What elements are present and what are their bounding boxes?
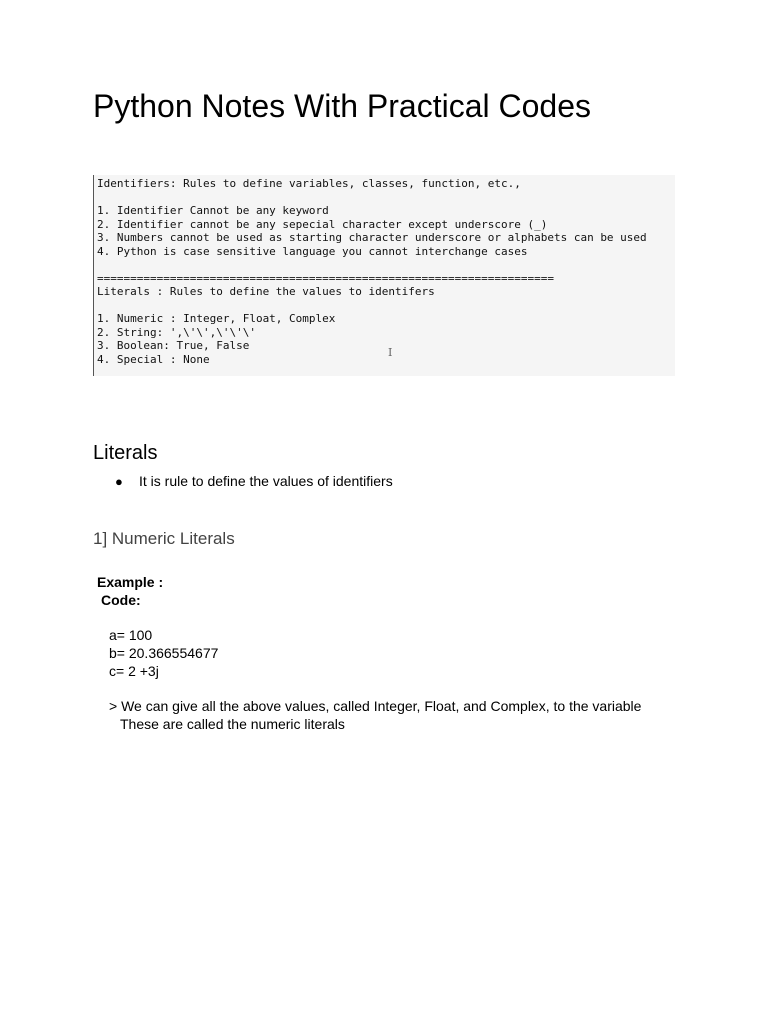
literals-heading: Literals (93, 442, 158, 464)
bullet-icon: ● (115, 474, 123, 489)
code-screenshot-line: 4. Python is case sensitive language you cannot interchange cases (97, 244, 528, 258)
code-line: c= 2 +3j (109, 663, 159, 679)
list-item-text: It is rule to define the values of identifiers (139, 473, 393, 489)
numeric-literals-note (109, 697, 641, 733)
text-cursor-icon: I (388, 346, 393, 359)
note-line: These are called the numeric literals (120, 716, 345, 732)
list-item (115, 472, 393, 491)
code-screenshot-line: 3. Boolean: True, False (97, 339, 250, 352)
note-line: > We can give all the above values, called Integer, Float, and Complex, to the variable (109, 698, 642, 714)
code-screenshot-line: 2. Identifier cannot be any sepecial character except underscore (_) (97, 217, 548, 231)
code-screenshot-line: Identifiers: Rules to define variables, classes, function, etc., (97, 177, 521, 190)
code-screenshot-line: 3. Numbers cannot be used as starting character underscore or alphabets can be used (97, 231, 647, 244)
code-example-block (109, 626, 218, 680)
code-screenshot-separator: ===================================================================== (97, 271, 554, 285)
code-screenshot-line (97, 299, 675, 313)
code-screenshot (93, 175, 675, 376)
code-line: a= 100 (109, 627, 153, 643)
numeric-literals-heading: 1] Numeric Literals (93, 529, 235, 548)
code-screenshot-line: Literals : Rules to define the values to identifers (97, 285, 435, 298)
code-screenshot-line (97, 258, 675, 272)
code-label: Code: (101, 592, 141, 608)
page-title: Python Notes With Practical Codes (93, 88, 591, 124)
literals-bullet-list (115, 472, 393, 491)
example-label: Example : (97, 574, 164, 590)
code-screenshot-line: 1. Numeric : Integer, Float, Complex (97, 312, 336, 325)
code-screenshot-line: 4. Special : None (97, 352, 210, 366)
code-screenshot-line (97, 191, 675, 205)
code-screenshot-line: 1. Identifier Cannot be any keyword (97, 204, 329, 217)
code-screenshot-line: 2. String: ',\'\',\'\'\' (97, 325, 256, 339)
code-line: b= 20.366554677 (109, 645, 219, 661)
